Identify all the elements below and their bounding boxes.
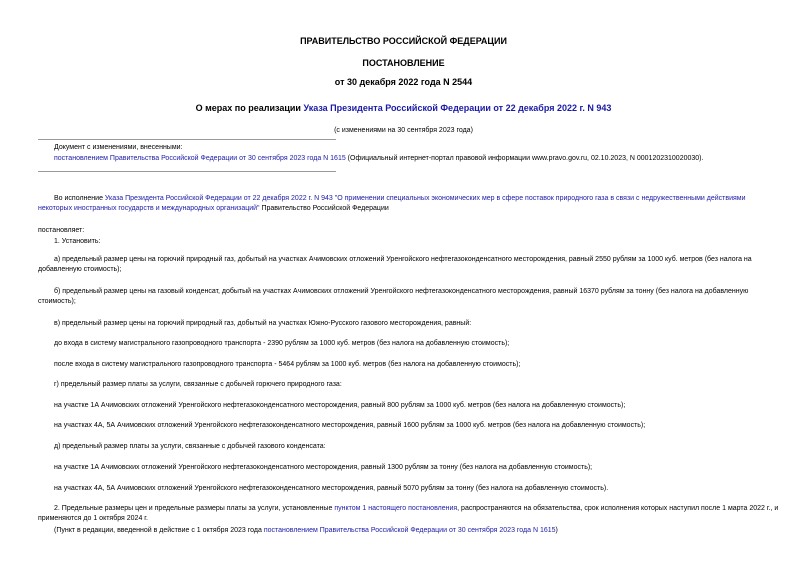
amendment-note [54, 526, 558, 536]
paragraph-v1: до входа в систему магистрального газопроводного транспорта - 2390 рублям за 1000 куб. метров (без налога на добавленную стоимость); [54, 340, 510, 347]
edition-note: (с изменениями на 30 сентября 2023 года) [334, 127, 473, 134]
amendment-link[interactable]: постановлением Правительства Российской Федерации от 30 сентября 2023 года N 1615 [54, 155, 346, 162]
decrees: постановляет: [38, 227, 85, 234]
p2-end: , распространяются на обязательства, срок исполнения которых наступил после 1 марта 2022 г., и применяются до 1 октября 2024 г. [38, 505, 779, 522]
paragraph-d1: на участке 1А Ачимовских отложений Уренгойского нефтегазоконденсатного месторождения, равный 1300 рублям за тонну (без налога на добавленную стоимость); [54, 464, 593, 471]
paragraph-d: д) предельный размер платы за услуги, связанные с добычей газового конденсата: [54, 443, 326, 450]
title-prefix: О мерах по реализации [195, 103, 304, 113]
note-end: ) [555, 527, 558, 534]
preamble-link[interactable]: Указа Президента Российской Федерации от 22 декабря 2022 г. N 943 "О применении специальных экономических мер в сфере поставок природного газа в связи с недружественными действиями некоторых иностранных государств и международных организаций" [38, 195, 746, 212]
date-number: от 30 декабря 2022 года N 2544 [334, 77, 473, 87]
amendment-source: (Официальный интернет-портал правовой информации www.pravo.gov.ru, 02.10.2023, N 0001202310020030). [345, 155, 704, 162]
paragraph-2 [38, 504, 780, 524]
page-title [0, 103, 807, 113]
p2-start: 2. Предельные размеры цен и предельные размеры платы за услуги, установленные [54, 505, 335, 512]
amendments-bottom-rule [38, 171, 336, 172]
note-link[interactable]: постановлением Правительства Российской Федерации от 30 сентября 2023 года N 1615 [263, 527, 556, 534]
amendments-top-rule [38, 139, 336, 140]
preamble-start: Во исполнение [54, 195, 105, 202]
note-start: (Пункт в редакции, введенной в действие с 1 октября 2023 года [54, 527, 264, 534]
paragraph-1: 1. Установить: [54, 238, 101, 245]
paragraph-g2: на участках 4А, 5А Ачимовских отложений Уренгойского нефтегазоконденсатного месторождения, равный 1600 рублям за 1000 куб. метров (без налога на добавленную стоимость); [54, 422, 646, 429]
paragraph-v: в) предельный размер цены на горючий природный газ, добытый на участках Южно-Русского газового месторождения, равный: [54, 320, 472, 327]
preamble-end: Правительство Российской Федерации [259, 205, 389, 212]
doc-type: ПОСТАНОВЛЕНИЕ [362, 58, 445, 68]
paragraph-v2: после входа в систему магистрального газопроводного транспорта - 5464 рублям за 1000 куб. метров (без налога на добавленную стоимость); [54, 361, 521, 368]
paragraph-a: а) предельный размер цены на горючий природный газ, добытый на участках Ачимовских отложений Уренгойского нефтегазоконденсатного месторождения, равный 2550 рублям за 1000 куб. метров (без налога на добавленную стоимость); [38, 256, 752, 273]
paragraph-g1: на участке 1А Ачимовских отложений Уренгойского нефтегазоконденсатного месторождения, равный 800 рублям за 1000 куб. метров (без налога на добавленную стоимость); [54, 402, 626, 409]
amendments-line [54, 154, 703, 164]
paragraph-b: б) предельный размер цены на газовый конденсат, добытый на участках Ачимовских отложений Уренгойского нефтегазоконденсатного месторождения, равный 16370 рублям за тонну (без налога на добавленную стоимость); [38, 288, 749, 305]
amendments-intro: Документ с изменениями, внесенными: [54, 144, 183, 151]
p2-link[interactable]: пунктом 1 настоящего постановления [334, 505, 458, 512]
paragraph-g: г) предельный размер платы за услуги, связанные с добычей горючего природного газа: [54, 381, 342, 388]
paragraph-d2: на участках 4А, 5А Ачимовских отложений Уренгойского нефтегазоконденсатного месторождения, равный 5070 рублям за тонну (без налога на добавленную стоимость). [54, 485, 609, 492]
preamble [38, 194, 780, 214]
title-link[interactable]: Указа Президента Российской Федерации от 22 декабря 2022 г. N 943 [303, 103, 612, 113]
org-name: ПРАВИТЕЛЬСТВО РОССИЙСКОЙ ФЕДЕРАЦИИ [300, 36, 507, 46]
